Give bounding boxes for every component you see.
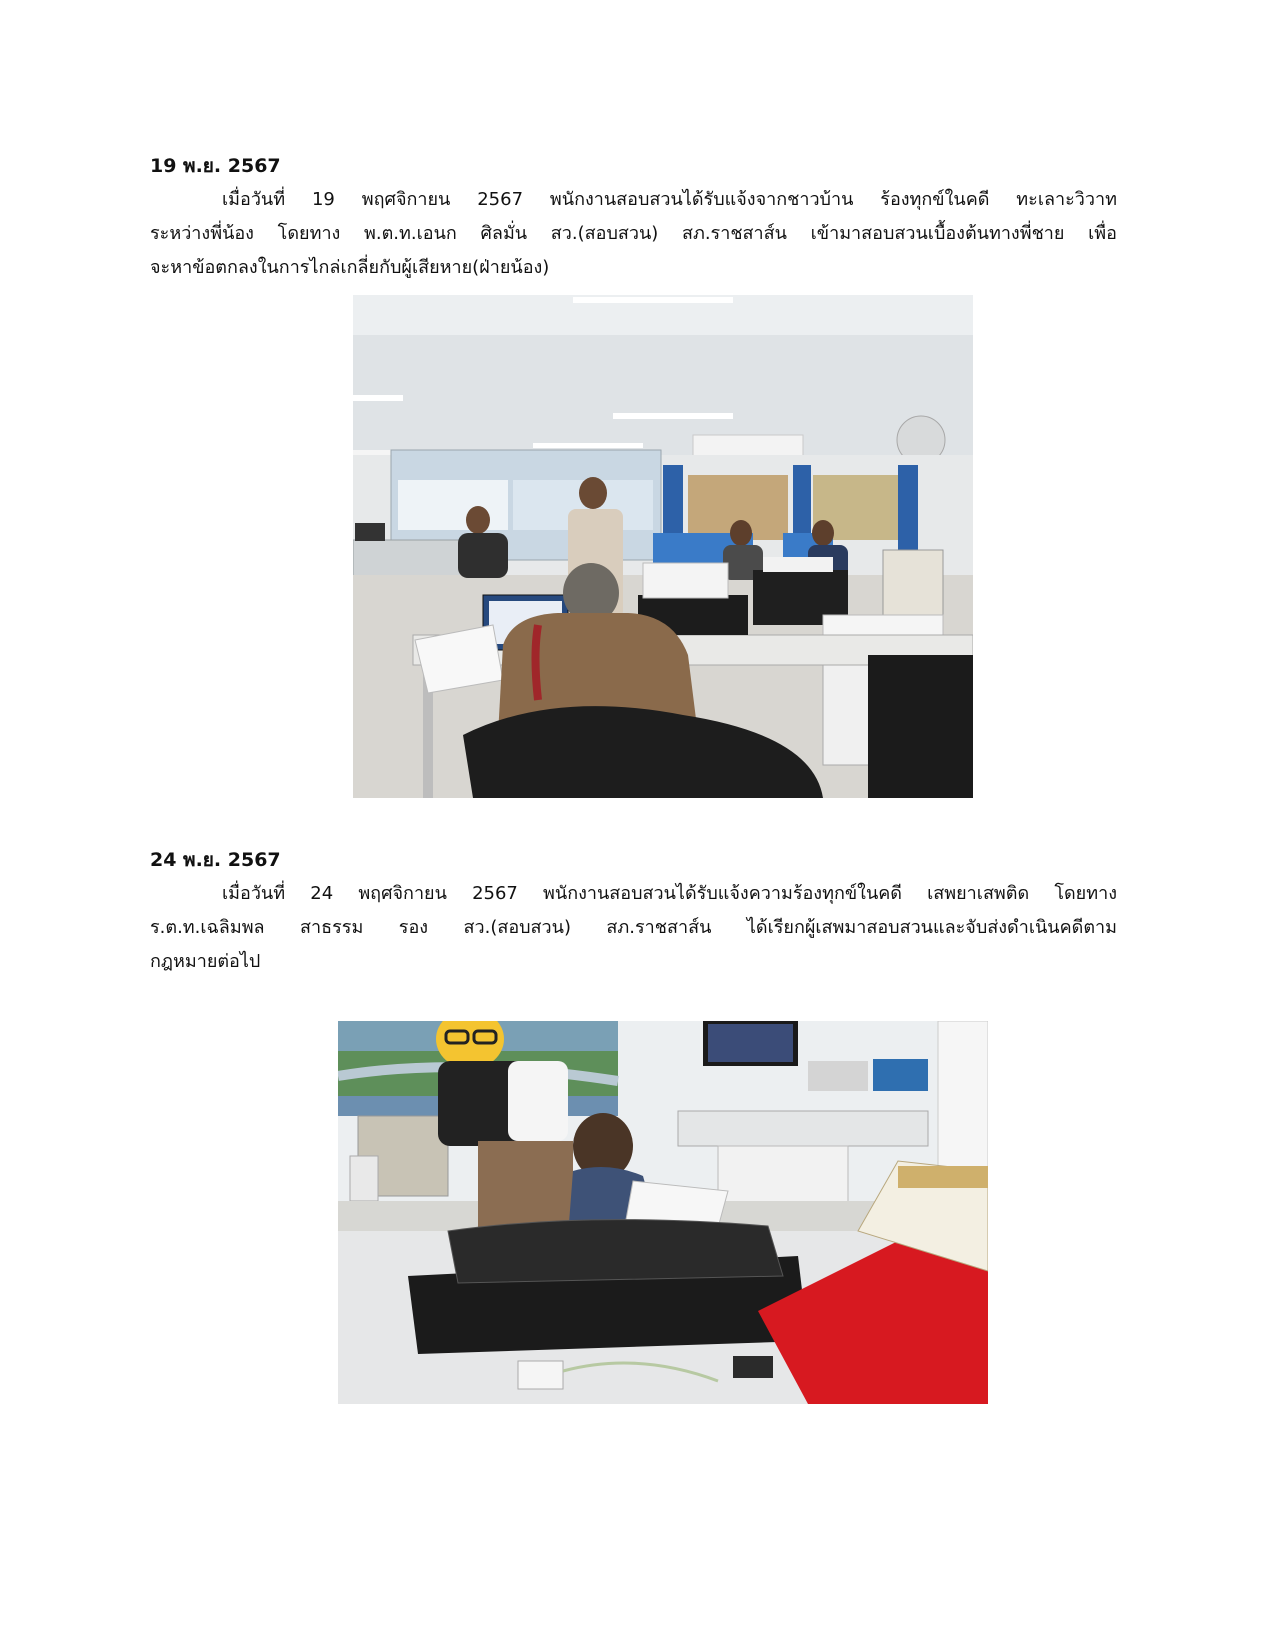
entry-2-date: 24 พ.ย. 2567: [150, 849, 281, 871]
drug-case-processing-photo: [338, 1021, 988, 1404]
entry-1-line-3: จะหาข้อตกลงในการไกล่เกลี่ยกับผู้เสียหาย(ฝ่ายน้อง): [150, 257, 550, 278]
entry-2-line-1: เมื่อวันที่ 24 พฤศจิกายน 2567 พนักงานสอบสวนได้รับแจ้งความร้องทุกข์ในคดี เสพยาเสพติด โดยทาง: [222, 883, 1117, 904]
entry-2-line-2: ร.ต.ท.เฉลิมพล สาธรรม รอง สว.(สอบสวน) สภ.ราชสาส์น ได้เรียกผู้เสพมาสอบสวนและจับส่งดำเนินคดีตาม: [150, 917, 1117, 938]
entry-2-line-3: กฎหมายต่อไป: [150, 951, 261, 972]
entry-2-paragraph: [150, 877, 1117, 979]
entry-1-line-1: เมื่อวันที่ 19 พฤศจิกายน 2567 พนักงานสอบสวนได้รับแจ้งจากชาวบ้าน ร้องทุกข์ในคดี ทะเลาะวิวาท: [222, 189, 1117, 210]
entry-1-line-2: ระหว่างพี่น้อง โดยทาง พ.ต.ท.เอนก ศิลมั่น สว.(สอบสวน) สภ.ราชสาส์น เข้ามาสอบสวนเบื้องต้นทางพี่ชาย เพื่อ: [150, 223, 1117, 244]
entry-1-paragraph: [150, 183, 1117, 285]
police-office-interview-photo: [353, 295, 973, 798]
entry-1-date: 19 พ.ย. 2567: [150, 155, 281, 177]
